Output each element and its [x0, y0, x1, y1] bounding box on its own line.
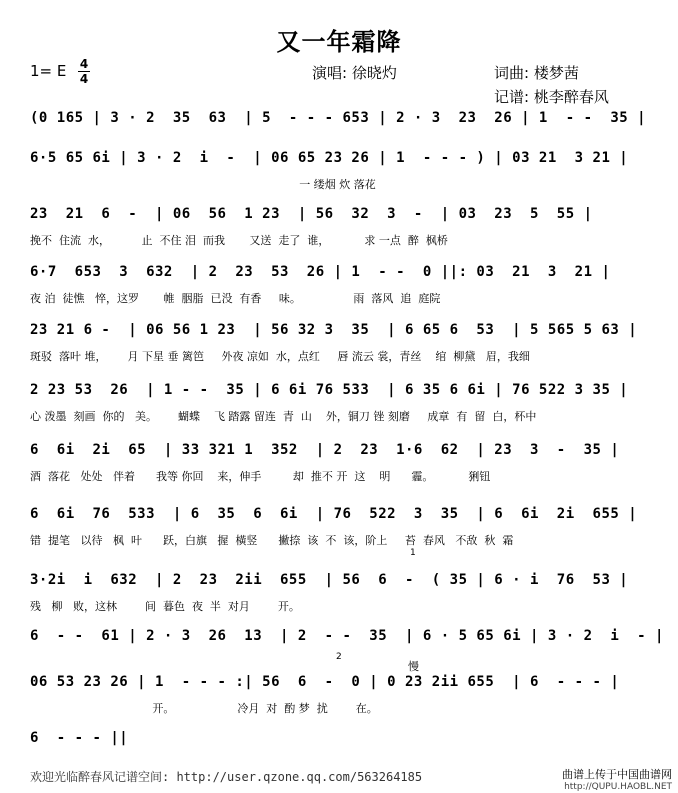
time-signature	[78, 58, 90, 85]
notes-line-10: 6 - - 61 | 2 · 3 26 13 | 2 - - 35 | 6 · 5 65 6i | 3 · 2 i - |	[30, 628, 664, 644]
volta-2-marker: 2	[336, 652, 342, 662]
author-credit: 词曲: 楼梦茜	[494, 64, 579, 82]
lyrics-line-2: 一 缕烟 炊 落花	[30, 178, 376, 191]
time-signature-bottom: 4	[79, 72, 89, 86]
notes-line-4: 6·7 653 3 632 | 2 23 53 26 | 1 - - 0 ||: 03 21 3 21 |	[30, 264, 611, 280]
footer-link-text: 欢迎光临醉春风记谱空间: http://user.qzone.qq.com/563264185	[30, 770, 423, 784]
notes-line-8: 6 6i 76 533 | 6 35 6 6i | 76 522 3 35 | 6 6i 2i 655 |	[30, 506, 638, 522]
notes-line-11: 06 53 23 26 | 1 - - - :| 56 6 - 0 | 0 23 2ii 655 | 6 - - - |	[30, 674, 620, 690]
lyrics-line-11: 开。 冷月 对 酌 梦 扰 在。	[30, 702, 378, 715]
notes-line-2: 6·5 65 6i | 3 · 2 i - | 06 65 23 26 | 1 - - - ) | 03 21 3 21 |	[30, 150, 629, 166]
notes-line-5: 23 21 6 - | 06 56 1 23 | 56 32 3 35 | 6 65 6 53 | 5 565 5 63 |	[30, 322, 638, 338]
footer-watermark-title: 曲谱上传于中国曲谱网	[562, 768, 672, 781]
notes-line-9: 3·2i i 632 | 2 23 2ii 655 | 56 6 - ( 35 | 6 · i 76 53 |	[30, 572, 629, 588]
lyrics-line-5: 斑驳 落叶 堆， 月 下星 垂 篱笆 外夜 凉如 水，点红 唇 流云 裳，青丝 绾 柳黛 眉，我细	[30, 350, 530, 363]
song-title: 又一年霜降	[276, 28, 402, 56]
tempo-mark: 慢	[408, 660, 419, 673]
lyrics-line-6: 心 泼墨 刻画 你的 美。 蝴蝶 飞 踏露 留连 青 山 外，铜刀 锉 刻磨 成章 有 留 白，杯中	[30, 410, 537, 423]
time-signature-top: 4	[79, 57, 89, 71]
lyrics-line-7: 酒 落花 处处 伴着 我等 你回 来，伸手 却 推不 开 这 明 霾。 猁钮	[30, 470, 491, 483]
notes-line-7: 6 6i 2i 65 | 33 321 1 352 | 2 23 1·6 62 | 23 3 - 35 |	[30, 442, 620, 458]
lyrics-line-3: 挽不 住流 水， 止 不住 泪 而我 又送 走了 谁， 求 一点 醉 枫桥	[30, 234, 448, 247]
singer-credit: 演唱: 徐晓灼	[312, 64, 397, 82]
key-signature: 1= E	[30, 62, 67, 80]
lyrics-line-4: 夜 泊 徒憔 悴，这罗 帷 胭脂 已没 有香 味。 雨 落风 追 庭院	[30, 292, 441, 305]
lyrics-line-9: 残 柳 败，这林 间 暮色 夜 半 对月 开。	[30, 600, 300, 613]
notes-line-3: 23 21 6 - | 06 56 1 23 | 56 32 3 - | 03 23 5 55 |	[30, 206, 593, 222]
notes-line-1: (0 165 | 3 · 2 35 63 | 5 - - - 653 | 2 · 3 23 26 | 1 - - 35 |	[30, 110, 647, 126]
lyrics-line-8: 错 提笔 以待 枫 叶 跃，白旗 握 橫竖 撇捺 该 不 该，阶上 苔 春风 不敌 秋 霜	[30, 534, 514, 547]
notes-line-6: 2 23 53 26 | 1 - - 35 | 6 6i 76 533 | 6 35 6 6i | 76 522 3 35 |	[30, 382, 629, 398]
notes-line-12: 6 - - - ||	[30, 730, 129, 746]
volta-1-marker: 1	[410, 548, 416, 558]
footer-watermark-url: http://QUPU.HAOBL.NET	[564, 782, 672, 792]
footer-watermark	[562, 766, 672, 792]
notation-credit: 记谱: 桃李醉春风	[494, 88, 609, 106]
